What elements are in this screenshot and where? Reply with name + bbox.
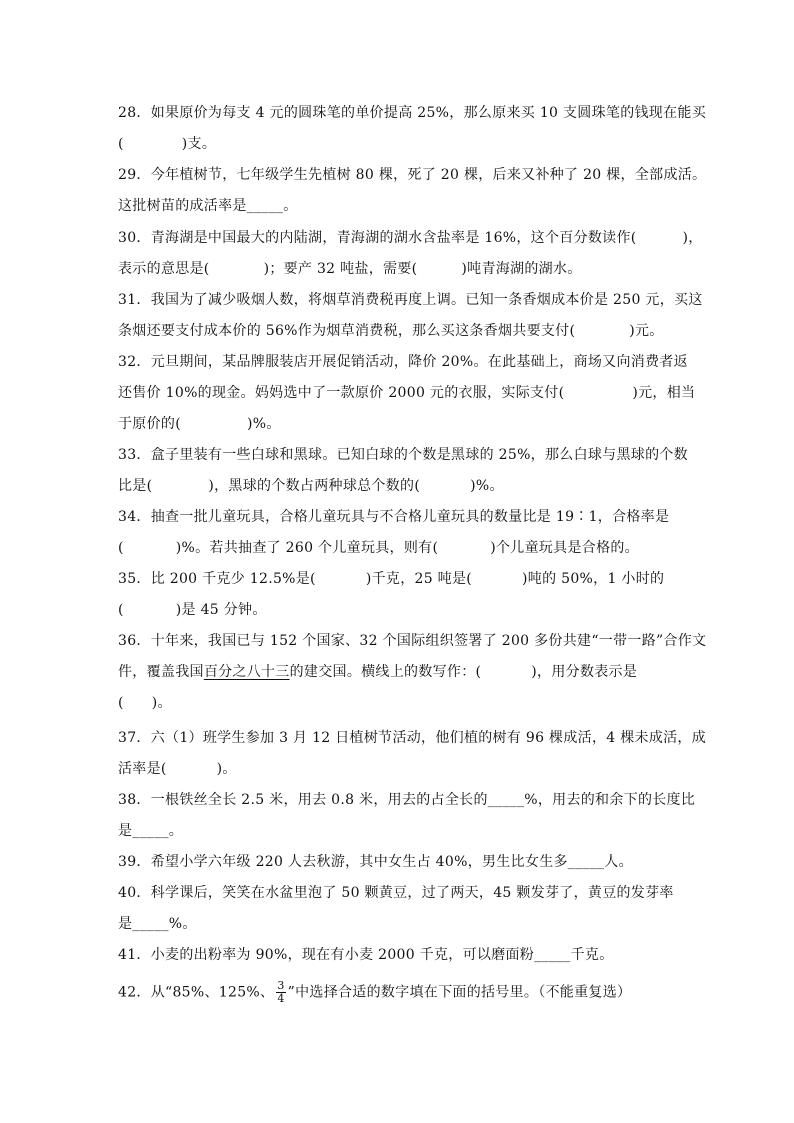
question-32-line3: 于原价的( )%。	[118, 416, 281, 432]
question-36-line3: ( )。	[118, 695, 172, 711]
question-38-line2: 是_____。	[118, 823, 184, 839]
question-34-line1: 34．抽查一批儿童玩具，合格儿童玩具与不合格儿童玩具的数量比是 19∶1，合格率是	[118, 509, 670, 525]
question-34-line2: ( )%。若共抽查了 260 个儿童玩具，则有( )个儿童玩具是合格的。	[118, 540, 639, 556]
question-35-line2: ( )是 45 分钟。	[118, 602, 267, 618]
question-30-line2: 表示的意思是( )；要产 32 吨盐，需要( )吨青海湖的湖水。	[118, 261, 582, 277]
question-35-line1: 35．比 200 千克少 12.5%是( )千克，25 吨是( )吨的 50%，1 小时的	[118, 571, 665, 587]
question-41-line1: 41．小麦的出粉率为 90%，现在有小麦 2000 千克，可以磨面粉_____千克。	[118, 947, 614, 963]
question-31-line1: 31．我国为了减少吸烟人数，将烟草消费税再度上调。已知一条香烟成本价是 250 元，买这	[118, 292, 703, 308]
question-32-line2: 还售价 10%的现金。妈妈选中了一款原价 2000 元的衣服，实际支付( )元，相当	[118, 385, 696, 401]
question-38-line1: 38．一根铁丝全长 2.5 米，用去 0.8 米，用去的占全长的_____%，用去的和余下的长度比	[118, 792, 696, 808]
question-29-line2: 这批树苗的成活率是_____。	[118, 198, 298, 214]
question-39-line1: 39．希望小学六年级 220 人去秋游，其中女生占 40%，男生比女生多_____人。	[118, 854, 633, 870]
question-29-line1: 29．今年植树节，七年级学生先植树 80 棵，死了 20 棵，后来又补种了 20 棵，全部成活。	[118, 167, 707, 183]
question-36-line1: 36．十年来，我国已与 152 个国家、32 个国际组织签署了 200 多份共建“一带一路”合作文	[118, 633, 707, 649]
question-33-line2: 比是( )，黑球的个数占两种球总个数的( )%。	[118, 478, 504, 494]
question-42-line1: 42．从“85%、125%、 $\frac{3}{4}$ ”中选择合适的数字填在下面的括号里。（不能重复选）	[118, 979, 632, 1005]
question-40-line2: 是_____%。	[118, 916, 197, 932]
question-30-line1: 30．青海湖是中国最大的内陆湖，青海湖的湖水含盐率是 16%，这个百分数读作( )，	[118, 230, 703, 246]
underlined-number: 百分之八十三	[203, 664, 290, 680]
question-37-line1: 37．六（1）班学生参加 3 月 12 日植树节活动，他们植的树有 96 棵成活，4 棵未成活，成	[118, 730, 707, 746]
question-31-line2: 条烟还要支付成本价的 56%作为烟草消费税，那么买这条香烟共要支付( )元。	[118, 323, 664, 339]
question-33-line1: 33．盒子里装有一些白球和黑球。已知白球的个数是黑球的 25%，那么白球与黑球的个数	[118, 447, 688, 463]
question-40-line1: 40．科学课后，笑笑在水盆里泡了 50 颗黄豆，过了两天，45 颗发芽了，黄豆的发芽率	[118, 885, 674, 901]
question-28-line1: 28．如果原价为每支 4 元的圆珠笔的单价提高 25%，那么原来买 10 支圆珠笔的钱现在能买	[118, 105, 707, 121]
question-28-line2: ( )支。	[118, 136, 217, 152]
question-36-line2: 件，覆盖我国百分之八十三的建交国。横线上的数写作：( )，用分数表示是	[118, 664, 638, 680]
question-32-line1: 32．元旦期间，某品牌服装店开展促销活动，降价 20%。在此基础上，商场又向消费者返	[118, 354, 688, 370]
fraction-three-quarters: $\frac{3}{4}$	[277, 979, 285, 1005]
question-37-line2: 活率是( )。	[118, 761, 237, 777]
